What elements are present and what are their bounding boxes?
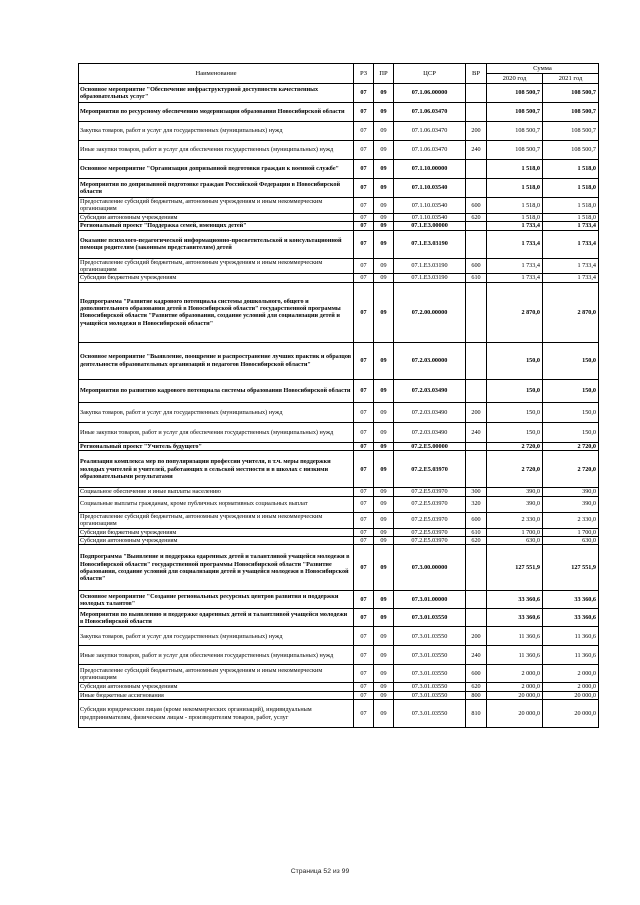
row-csr: 07.2.03.03490 xyxy=(394,422,466,442)
row-sum-2021: 108 500,7 xyxy=(543,84,599,103)
row-name: Субсидии автономным учреждениям xyxy=(79,683,354,691)
table-row xyxy=(79,691,599,699)
row-vr xyxy=(466,222,487,230)
row-pr: 09 xyxy=(374,609,394,627)
row-sum-2021: 2 720,0 xyxy=(543,442,599,450)
row-csr: 07.2.03.03490 xyxy=(394,379,466,402)
row-csr: 07.1.E3.00000 xyxy=(394,222,466,230)
row-name: Социальные выплаты гражданам, кроме публичных нормативных социальных выплат xyxy=(79,496,354,512)
row-sum-2021: 1 700,0 xyxy=(543,528,599,536)
header-vr: ВР xyxy=(466,64,487,84)
row-vr: 240 xyxy=(466,141,487,160)
row-rz: 07 xyxy=(354,274,374,282)
row-sum-2020: 127 551,9 xyxy=(487,545,543,591)
row-sum-2020: 1 733,4 xyxy=(487,230,543,258)
row-pr: 09 xyxy=(374,683,394,691)
row-pr: 09 xyxy=(374,700,394,728)
row-sum-2020: 1 518,0 xyxy=(487,198,543,214)
row-vr: 620 xyxy=(466,683,487,691)
row-sum-2020: 11 360,6 xyxy=(487,646,543,665)
row-name: Мероприятия по ресурсному обеспечению модернизации образования Новосибирской области xyxy=(79,103,354,122)
row-pr: 09 xyxy=(374,141,394,160)
row-sum-2021: 2 000,0 xyxy=(543,665,599,683)
row-rz: 07 xyxy=(354,609,374,627)
row-rz: 07 xyxy=(354,537,374,545)
row-name: Иные закупки товаров, работ и услуг для обеспечения государственных (муниципальных) нужд xyxy=(79,141,354,160)
row-pr: 09 xyxy=(374,627,394,646)
row-pr: 09 xyxy=(374,379,394,402)
row-sum-2021: 33 360,6 xyxy=(543,591,599,609)
header-name: Наименование xyxy=(79,64,354,84)
row-sum-2021: 20 000,0 xyxy=(543,691,599,699)
row-sum-2020: 150,0 xyxy=(487,402,543,422)
table-row xyxy=(79,141,599,160)
row-name: Субсидии автономным учреждениям xyxy=(79,537,354,545)
table-row xyxy=(79,512,599,528)
row-name: Мероприятия по выявлению и поддержке одаренных детей и талантливой учащейся молодежи в Новосибирской области xyxy=(79,609,354,627)
row-vr xyxy=(466,230,487,258)
row-pr: 09 xyxy=(374,213,394,221)
row-pr: 09 xyxy=(374,84,394,103)
row-vr: 600 xyxy=(466,258,487,274)
row-rz: 07 xyxy=(354,683,374,691)
row-sum-2020: 1 700,0 xyxy=(487,528,543,536)
row-sum-2021: 1 733,4 xyxy=(543,222,599,230)
row-csr: 07.1.10.03540 xyxy=(394,179,466,198)
row-csr: 07.3.01.03550 xyxy=(394,683,466,691)
row-sum-2021: 2 870,0 xyxy=(543,282,599,342)
row-vr xyxy=(466,103,487,122)
table-row xyxy=(79,342,599,379)
row-name: Субсидии бюджетным учреждениям xyxy=(79,528,354,536)
row-csr: 07.2.03.00000 xyxy=(394,342,466,379)
row-rz: 07 xyxy=(354,451,374,488)
row-vr xyxy=(466,179,487,198)
row-sum-2020: 390,0 xyxy=(487,496,543,512)
row-vr xyxy=(466,442,487,450)
table-row xyxy=(79,451,599,488)
row-pr: 09 xyxy=(374,160,394,179)
row-sum-2020: 630,0 xyxy=(487,537,543,545)
row-sum-2020: 2 330,0 xyxy=(487,512,543,528)
row-name: Предоставление субсидий бюджетным, автономным учреждениям и иным некоммерческим организациям xyxy=(79,198,354,214)
row-vr: 240 xyxy=(466,422,487,442)
row-pr: 09 xyxy=(374,591,394,609)
row-sum-2021: 2 000,0 xyxy=(543,683,599,691)
header-year-2021: 2021 год xyxy=(543,74,599,84)
row-rz: 07 xyxy=(354,646,374,665)
table-row xyxy=(79,103,599,122)
row-pr: 09 xyxy=(374,442,394,450)
row-sum-2021: 108 500,7 xyxy=(543,141,599,160)
row-vr: 240 xyxy=(466,646,487,665)
row-csr: 07.1.E3.03190 xyxy=(394,258,466,274)
row-csr: 07.3.01.03550 xyxy=(394,691,466,699)
row-vr xyxy=(466,609,487,627)
row-sum-2021: 150,0 xyxy=(543,342,599,379)
table-row xyxy=(79,160,599,179)
row-sum-2020: 11 360,6 xyxy=(487,627,543,646)
budget-table-sheet xyxy=(78,63,598,728)
row-rz: 07 xyxy=(354,122,374,141)
row-pr: 09 xyxy=(374,537,394,545)
row-pr: 09 xyxy=(374,488,394,496)
row-pr: 09 xyxy=(374,230,394,258)
row-rz: 07 xyxy=(354,691,374,699)
row-sum-2021: 127 551,9 xyxy=(543,545,599,591)
row-rz: 07 xyxy=(354,160,374,179)
row-rz: 07 xyxy=(354,230,374,258)
row-sum-2020: 1 733,4 xyxy=(487,258,543,274)
row-rz: 07 xyxy=(354,488,374,496)
row-sum-2021: 2 330,0 xyxy=(543,512,599,528)
row-csr: 07.1.06.03470 xyxy=(394,122,466,141)
row-sum-2021: 150,0 xyxy=(543,422,599,442)
row-csr: 07.2.E5.03970 xyxy=(394,451,466,488)
row-name: Субсидии автономным учреждениям xyxy=(79,213,354,221)
row-csr: 07.2.E5.03970 xyxy=(394,537,466,545)
row-csr: 07.3.01.03550 xyxy=(394,700,466,728)
row-rz: 07 xyxy=(354,665,374,683)
row-name: Региональный проект "Учитель будущего" xyxy=(79,442,354,450)
row-pr: 09 xyxy=(374,342,394,379)
row-csr: 07.2.E5.03970 xyxy=(394,488,466,496)
row-sum-2020: 2 720,0 xyxy=(487,442,543,450)
row-name: Закупка товаров, работ и услуг для государственных (муниципальных) нужд xyxy=(79,627,354,646)
row-rz: 07 xyxy=(354,591,374,609)
table-header xyxy=(79,64,599,84)
row-rz: 07 xyxy=(354,342,374,379)
row-sum-2021: 390,0 xyxy=(543,488,599,496)
row-sum-2020: 1 518,0 xyxy=(487,179,543,198)
row-sum-2021: 1 518,0 xyxy=(543,160,599,179)
row-csr: 07.1.10.03540 xyxy=(394,198,466,214)
row-name: Субсидии бюджетным учреждениям xyxy=(79,274,354,282)
row-sum-2020: 2 000,0 xyxy=(487,683,543,691)
row-rz: 07 xyxy=(354,422,374,442)
row-name: Предоставление субсидий бюджетным, автономным учреждениям и иным некоммерческим организациям xyxy=(79,258,354,274)
table-row xyxy=(79,528,599,536)
table-row xyxy=(79,282,599,342)
row-sum-2021: 108 500,7 xyxy=(543,103,599,122)
row-csr: 07.1.E3.03190 xyxy=(394,274,466,282)
row-pr: 09 xyxy=(374,512,394,528)
row-name: Иные закупки товаров, работ и услуг для обеспечения государственных (муниципальных) нужд xyxy=(79,646,354,665)
row-sum-2020: 150,0 xyxy=(487,342,543,379)
table-row xyxy=(79,665,599,683)
row-name: Мероприятия по допризывной подготовке граждан Российской Федерации в Новосибирской области xyxy=(79,179,354,198)
row-csr: 07.3.01.00000 xyxy=(394,591,466,609)
row-vr xyxy=(466,451,487,488)
row-vr xyxy=(466,160,487,179)
row-name: Мероприятия по развитию кадрового потенциала системы образования Новосибирской области xyxy=(79,379,354,402)
row-sum-2020: 20 000,0 xyxy=(487,700,543,728)
header-csr: ЦСР xyxy=(394,64,466,84)
row-pr: 09 xyxy=(374,451,394,488)
header-pr: ПР xyxy=(374,64,394,84)
row-name: Основное мероприятие "Организация допризывной подготовки граждан к военной службе" xyxy=(79,160,354,179)
row-sum-2020: 108 500,7 xyxy=(487,103,543,122)
row-name: Подпрограмма "Выявление и поддержка одаренных детей и талантливой учащейся молодежи в Новосибирской области" государственной программы Новосибирской области "Развитие образования, создание условий для социализации детей и учащейся молодежи в Новосибирской области" xyxy=(79,545,354,591)
table-row xyxy=(79,683,599,691)
row-sum-2020: 1 518,0 xyxy=(487,213,543,221)
table-row xyxy=(79,258,599,274)
row-pr: 09 xyxy=(374,422,394,442)
row-sum-2020: 33 360,6 xyxy=(487,609,543,627)
row-sum-2020: 1 733,4 xyxy=(487,274,543,282)
row-vr: 200 xyxy=(466,122,487,141)
row-name: Основное мероприятие "Создание региональных ресурсных центров развития и поддержки молодых талантов" xyxy=(79,591,354,609)
row-sum-2020: 108 500,7 xyxy=(487,84,543,103)
header-year-2020: 2020 год xyxy=(487,74,543,84)
row-vr: 200 xyxy=(466,402,487,422)
row-csr: 07.3.01.03550 xyxy=(394,609,466,627)
row-name: Основное мероприятие "Выявление, поощрение и распространение лучших практик и образцов деятельности образовательных организаций и педагогов Новосибирской области" xyxy=(79,342,354,379)
row-vr: 620 xyxy=(466,213,487,221)
row-vr xyxy=(466,545,487,591)
row-sum-2020: 2 000,0 xyxy=(487,665,543,683)
table-row xyxy=(79,537,599,545)
row-rz: 07 xyxy=(354,528,374,536)
row-rz: 07 xyxy=(354,222,374,230)
row-name: Субсидии юридическим лицам (кроме некоммерческих организаций), индивидуальным предпринимателям, физическим лицам - производителям товаров, работ, услуг xyxy=(79,700,354,728)
row-sum-2021: 1 733,4 xyxy=(543,274,599,282)
table-row xyxy=(79,222,599,230)
row-rz: 07 xyxy=(354,198,374,214)
row-sum-2021: 108 500,7 xyxy=(543,122,599,141)
header-rz: РЗ xyxy=(354,64,374,84)
row-rz: 07 xyxy=(354,545,374,591)
row-sum-2020: 20 000,0 xyxy=(487,691,543,699)
row-rz: 07 xyxy=(354,442,374,450)
row-rz: 07 xyxy=(354,84,374,103)
table-row xyxy=(79,198,599,214)
row-name: Предоставление субсидий бюджетным, автономным учреждениям и иным некоммерческим организациям xyxy=(79,512,354,528)
row-vr xyxy=(466,379,487,402)
row-pr: 09 xyxy=(374,258,394,274)
table-row xyxy=(79,591,599,609)
row-pr: 09 xyxy=(374,402,394,422)
table-row xyxy=(79,230,599,258)
row-sum-2021: 2 720,0 xyxy=(543,451,599,488)
row-vr: 600 xyxy=(466,512,487,528)
row-rz: 07 xyxy=(354,402,374,422)
row-sum-2020: 108 500,7 xyxy=(487,141,543,160)
row-pr: 09 xyxy=(374,665,394,683)
table-row xyxy=(79,545,599,591)
table-row xyxy=(79,496,599,512)
table-row xyxy=(79,627,599,646)
row-sum-2020: 150,0 xyxy=(487,422,543,442)
row-name: Закупка товаров, работ и услуг для государственных (муниципальных) нужд xyxy=(79,122,354,141)
row-pr: 09 xyxy=(374,103,394,122)
row-vr xyxy=(466,84,487,103)
row-rz: 07 xyxy=(354,496,374,512)
row-csr: 07.3.01.03550 xyxy=(394,665,466,683)
row-csr: 07.2.03.03490 xyxy=(394,402,466,422)
row-csr: 07.1.06.00000 xyxy=(394,84,466,103)
row-rz: 07 xyxy=(354,512,374,528)
row-csr: 07.2.E5.03970 xyxy=(394,512,466,528)
row-rz: 07 xyxy=(354,627,374,646)
table-body xyxy=(79,84,599,728)
row-rz: 07 xyxy=(354,700,374,728)
row-pr: 09 xyxy=(374,222,394,230)
table-row xyxy=(79,402,599,422)
row-csr: 07.2.E5.03970 xyxy=(394,496,466,512)
row-csr: 07.1.E3.03190 xyxy=(394,230,466,258)
row-sum-2020: 33 360,6 xyxy=(487,591,543,609)
row-vr: 610 xyxy=(466,528,487,536)
budget-table xyxy=(78,63,599,728)
table-row xyxy=(79,84,599,103)
row-sum-2021: 150,0 xyxy=(543,379,599,402)
row-pr: 09 xyxy=(374,691,394,699)
row-name: Предоставление субсидий бюджетным, автономным учреждениям и иным некоммерческим организациям xyxy=(79,665,354,683)
row-name: Подпрограмма "Развитие кадрового потенциала системы дошкольного, общего и дополнительного образования детей в Новосибирской области" государственной программы Новосибирской области "Развитие образования, создание условий для социализации детей и учащейся молодежи в Новосибирской области" xyxy=(79,282,354,342)
header-sum: Сумма xyxy=(487,64,599,74)
table-row xyxy=(79,213,599,221)
row-rz: 07 xyxy=(354,282,374,342)
row-csr: 07.3.01.03550 xyxy=(394,646,466,665)
row-csr: 07.2.00.00000 xyxy=(394,282,466,342)
row-csr: 07.1.10.03540 xyxy=(394,213,466,221)
table-row xyxy=(79,609,599,627)
row-rz: 07 xyxy=(354,258,374,274)
row-vr: 300 xyxy=(466,488,487,496)
row-rz: 07 xyxy=(354,213,374,221)
row-sum-2020: 2 870,0 xyxy=(487,282,543,342)
row-pr: 09 xyxy=(374,282,394,342)
table-row xyxy=(79,488,599,496)
row-pr: 09 xyxy=(374,122,394,141)
row-sum-2021: 1 733,4 xyxy=(543,230,599,258)
table-row xyxy=(79,379,599,402)
table-row xyxy=(79,700,599,728)
row-vr xyxy=(466,591,487,609)
row-pr: 09 xyxy=(374,198,394,214)
row-pr: 09 xyxy=(374,545,394,591)
row-sum-2021: 11 360,6 xyxy=(543,627,599,646)
row-name: Иные бюджетные ассигнования xyxy=(79,691,354,699)
table-row xyxy=(79,122,599,141)
table-row xyxy=(79,274,599,282)
row-pr: 09 xyxy=(374,528,394,536)
row-vr: 800 xyxy=(466,691,487,699)
row-rz: 07 xyxy=(354,379,374,402)
row-pr: 09 xyxy=(374,646,394,665)
row-name: Иные закупки товаров, работ и услуг для обеспечения государственных (муниципальных) нужд xyxy=(79,422,354,442)
row-sum-2020: 390,0 xyxy=(487,488,543,496)
row-name: Оказание психолого-педагогической информационно-просветительской и консультационной помощи родителям (законным представителям) детей xyxy=(79,230,354,258)
row-rz: 07 xyxy=(354,179,374,198)
row-sum-2020: 1 518,0 xyxy=(487,160,543,179)
row-sum-2021: 1 518,0 xyxy=(543,213,599,221)
row-sum-2021: 11 360,6 xyxy=(543,646,599,665)
row-sum-2020: 2 720,0 xyxy=(487,451,543,488)
row-sum-2021: 150,0 xyxy=(543,402,599,422)
row-vr: 600 xyxy=(466,198,487,214)
row-name: Закупка товаров, работ и услуг для государственных (муниципальных) нужд xyxy=(79,402,354,422)
row-sum-2020: 1 733,4 xyxy=(487,222,543,230)
page-footer: Страница 52 из 99 xyxy=(290,868,350,875)
row-sum-2021: 1 518,0 xyxy=(543,179,599,198)
row-sum-2021: 630,0 xyxy=(543,537,599,545)
row-vr: 620 xyxy=(466,537,487,545)
row-name: Реализация комплекса мер по популяризации профессии учителя, в т.ч. меры поддержки молодых учителей и учителей, работающих в сельской местности и в школах с низкими образовательными результатами xyxy=(79,451,354,488)
row-csr: 07.2.E5.03970 xyxy=(394,528,466,536)
row-csr: 07.3.00.00000 xyxy=(394,545,466,591)
row-vr xyxy=(466,282,487,342)
row-sum-2020: 150,0 xyxy=(487,379,543,402)
row-csr: 07.2.E5.00000 xyxy=(394,442,466,450)
table-row xyxy=(79,179,599,198)
row-vr: 610 xyxy=(466,274,487,282)
row-sum-2021: 20 000,0 xyxy=(543,700,599,728)
row-csr: 07.1.10.00000 xyxy=(394,160,466,179)
row-name: Социальное обеспечение и иные выплаты населению xyxy=(79,488,354,496)
row-sum-2021: 1 733,4 xyxy=(543,258,599,274)
row-csr: 07.1.06.03470 xyxy=(394,141,466,160)
table-row xyxy=(79,442,599,450)
row-name: Региональный проект "Поддержка семей, имеющих детей" xyxy=(79,222,354,230)
row-name: Основное мероприятие "Обеспечение инфраструктурной доступности качественных образовательных услуг" xyxy=(79,84,354,103)
row-vr xyxy=(466,342,487,379)
row-pr: 09 xyxy=(374,496,394,512)
table-row xyxy=(79,646,599,665)
row-vr: 200 xyxy=(466,627,487,646)
row-csr: 07.1.06.03470 xyxy=(394,103,466,122)
row-pr: 09 xyxy=(374,179,394,198)
row-rz: 07 xyxy=(354,103,374,122)
row-csr: 07.3.01.03550 xyxy=(394,627,466,646)
row-sum-2021: 1 518,0 xyxy=(543,198,599,214)
row-sum-2020: 108 500,7 xyxy=(487,122,543,141)
row-vr: 600 xyxy=(466,665,487,683)
row-rz: 07 xyxy=(354,141,374,160)
table-row xyxy=(79,422,599,442)
row-sum-2021: 390,0 xyxy=(543,496,599,512)
row-vr: 810 xyxy=(466,700,487,728)
row-pr: 09 xyxy=(374,274,394,282)
row-sum-2021: 33 360,6 xyxy=(543,609,599,627)
row-vr: 320 xyxy=(466,496,487,512)
